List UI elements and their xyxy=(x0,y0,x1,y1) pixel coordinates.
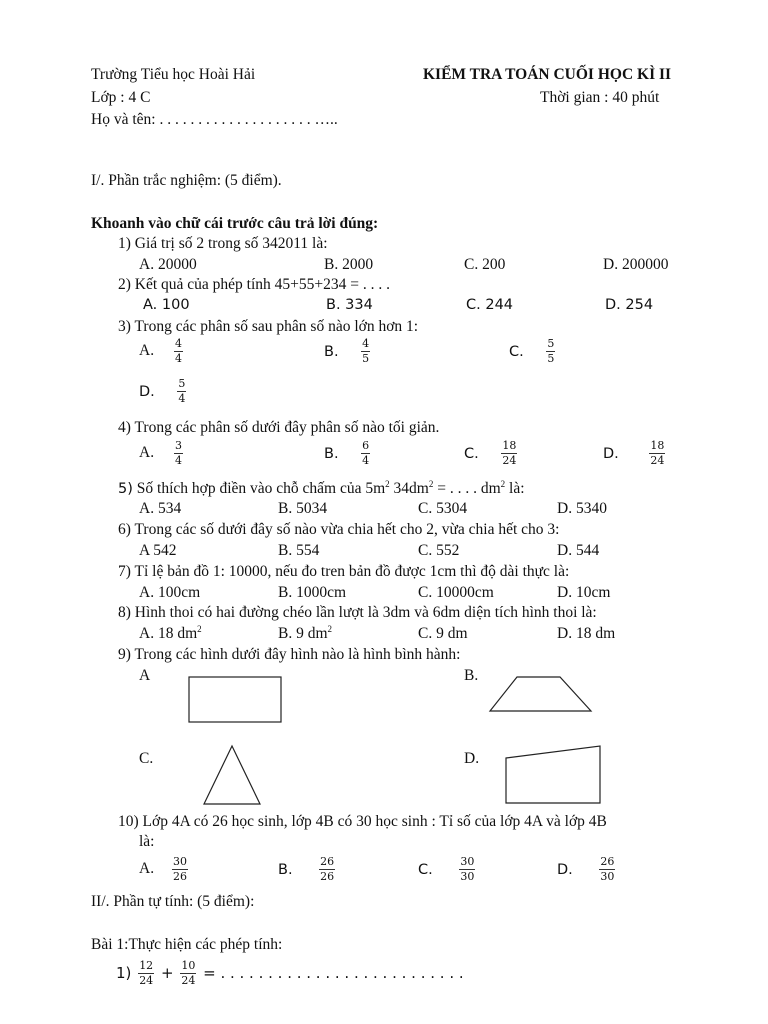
q9-option-c[interactable]: C. xyxy=(139,750,154,767)
q9-option-b[interactable]: B. xyxy=(464,667,479,684)
q6-option-c[interactable]: C. 552 xyxy=(418,542,460,559)
q4-option-d-label: D. xyxy=(603,445,619,462)
question-6: 6) Trong các số dưới đây số nào vừa chia hết cho 2, vừa chia hết cho 3: xyxy=(118,521,560,538)
q5-option-c[interactable]: C. 5304 xyxy=(418,500,468,517)
trapezoid-shape xyxy=(490,677,591,711)
q4-option-b-fraction: $\frac{6}{4}$ xyxy=(362,439,370,467)
rectangle-shape xyxy=(189,677,281,722)
q7-option-c[interactable]: C. 10000cm xyxy=(418,584,494,601)
q9-option-a[interactable]: A xyxy=(139,667,151,684)
q3-option-b-fraction: $\frac{4}{5}$ xyxy=(362,337,370,365)
exercise-1-title: Bài 1:Thực hiện các phép tính: xyxy=(91,936,283,953)
exercise-1-fraction-2: $\frac{10}{24}$ xyxy=(181,959,196,987)
q1-option-c[interactable]: C. 200 xyxy=(464,256,506,273)
q4-option-c-fraction: $\frac{18}{24}$ xyxy=(502,439,517,467)
q4-option-a-fraction: $\frac{3}{4}$ xyxy=(174,439,182,467)
q6-option-d[interactable]: D. 544 xyxy=(557,542,600,559)
q3-option-b-label: B. xyxy=(324,343,339,360)
q3-option-d-label: D. xyxy=(139,383,155,400)
q10-option-c-label: C. xyxy=(418,861,433,878)
plus-sign: + xyxy=(160,964,174,982)
q3-option-a-label: A. xyxy=(139,342,155,360)
exercise-1-fraction-1: $\frac{12}{24}$ xyxy=(139,959,154,987)
triangle-shape xyxy=(204,746,260,804)
q8-option-c[interactable]: C. 9 dm xyxy=(418,625,468,642)
q1-option-a[interactable]: A. 20000 xyxy=(139,256,197,273)
q1-option-b[interactable]: B. 2000 xyxy=(324,256,374,273)
question-8: 8) Hình thoi có hai đường chéo lần lượt là 3dm và 6dm diện tích hình thoi là: xyxy=(118,604,597,621)
q2-option-b[interactable]: B. 334 xyxy=(326,297,373,313)
q4-option-a-label: A. xyxy=(139,444,155,462)
exercise-1-item xyxy=(116,960,464,987)
question-4: 4) Trong các phân số dưới đây phân số nào tối giản. xyxy=(118,419,440,436)
q2-option-c[interactable]: C. 244 xyxy=(466,297,514,313)
q3-option-c-label: C. xyxy=(509,343,524,360)
q10-option-a-label: A. xyxy=(139,860,155,878)
q10-option-b-fraction: $\frac{26}{26}$ xyxy=(320,855,335,883)
q2-option-a[interactable]: A. 100 xyxy=(143,297,190,313)
q7-option-a[interactable]: A. 100cm xyxy=(139,584,201,601)
q8-option-d[interactable]: D. 18 dm xyxy=(557,625,616,642)
q8-option-b[interactable]: B. 9 $dm^2$ xyxy=(278,623,333,642)
school-name: Trường Tiểu học Hoài Hải xyxy=(91,66,256,83)
question-3: 3) Trong các phân số sau phân số nào lớn hơn 1: xyxy=(118,318,419,335)
q9-option-d[interactable]: D. xyxy=(464,750,480,767)
class-label: Lớp : 4 C xyxy=(91,89,151,106)
q4-option-d-fraction: $\frac{18}{24}$ xyxy=(650,439,665,467)
q4-option-b-label: B. xyxy=(324,445,339,462)
part2-title: II/. Phần tự tính: (5 điểm): xyxy=(91,893,255,910)
q10-option-b[interactable] xyxy=(278,856,337,883)
q10-option-a-fraction: $\frac{30}{26}$ xyxy=(172,855,187,883)
question-10-line1: 10) Lớp 4A có 26 học sinh, lớp 4B có 30 học sinh : Tỉ số của lớp 4A và lớp 4B xyxy=(118,813,607,830)
quadrilateral-shape xyxy=(506,746,600,803)
question-1: 1) Giá trị số 2 trong số 342011 là: xyxy=(118,235,328,252)
q3-option-d-fraction: $\frac{5}{4}$ xyxy=(178,377,186,405)
q1-option-d[interactable]: D. 200000 xyxy=(603,256,669,273)
answer-blank[interactable]: = . . . . . . . . . . . . . . . . . . . . . . . . . . xyxy=(203,964,464,982)
q10-option-d-fraction: $\frac{26}{30}$ xyxy=(600,855,615,883)
part1-instruction: Khoanh vào chữ cái trước câu trả lời đúng: xyxy=(91,215,379,232)
question-7: 7) Tỉ lệ bản đồ 1: 10000, nếu đo tren bản đồ được 1cm thì độ dài thực là: xyxy=(118,563,570,580)
question-2: 2) Kết quả của phép tính 45+55+234 = . . . . xyxy=(118,276,391,293)
q3-option-a-fraction: $\frac{4}{4}$ xyxy=(174,337,182,365)
q4-option-c-label: C. xyxy=(464,445,479,462)
q6-option-a[interactable]: A 542 xyxy=(139,542,177,559)
q10-option-d[interactable] xyxy=(557,856,617,883)
q10-option-c[interactable] xyxy=(418,856,477,883)
exam-title: KIỂM TRA TOÁN CUỐI HỌC KÌ II xyxy=(423,66,672,83)
q10-option-d-label: D. xyxy=(557,861,573,878)
part1-title: I/. Phần trắc nghiệm: (5 điểm). xyxy=(91,172,282,189)
q8-option-a[interactable]: A. 18 $dm^2$ xyxy=(139,623,202,642)
q10-option-a[interactable] xyxy=(139,856,190,883)
q5-option-d[interactable]: D. 5340 xyxy=(557,500,607,517)
time-label: Thời gian : 40 phút xyxy=(540,89,660,106)
q2-option-d[interactable]: D. 254 xyxy=(605,297,654,313)
question-10-line2: là: xyxy=(139,833,155,850)
q7-option-d[interactable]: D. 10cm xyxy=(557,584,611,601)
q5-option-a[interactable]: A. 534 xyxy=(139,500,182,517)
q10-option-c-fraction: $\frac{30}{30}$ xyxy=(460,855,475,883)
q5-option-b[interactable]: B. 5034 xyxy=(278,500,328,517)
q6-option-b[interactable]: B. 554 xyxy=(278,542,320,559)
question-5: 5) Số thích hợp điền vào chỗ chấm của $5m^2$ $34dm^2$ = . . . . $dm^2$ là: xyxy=(118,478,525,497)
question-9: 9) Trong các hình dưới đây hình nào là hình bình hành: xyxy=(118,646,461,663)
q3-option-c-fraction: $\frac{5}{5}$ xyxy=(547,337,555,365)
exercise-1-number: 1) xyxy=(116,964,132,982)
student-name-line: Họ và tên: . . . . . . . . . . . . . . . . . . . . ….. xyxy=(91,111,338,128)
q7-option-b[interactable]: B. 1000cm xyxy=(278,584,347,601)
q10-option-b-label: B. xyxy=(278,861,293,878)
